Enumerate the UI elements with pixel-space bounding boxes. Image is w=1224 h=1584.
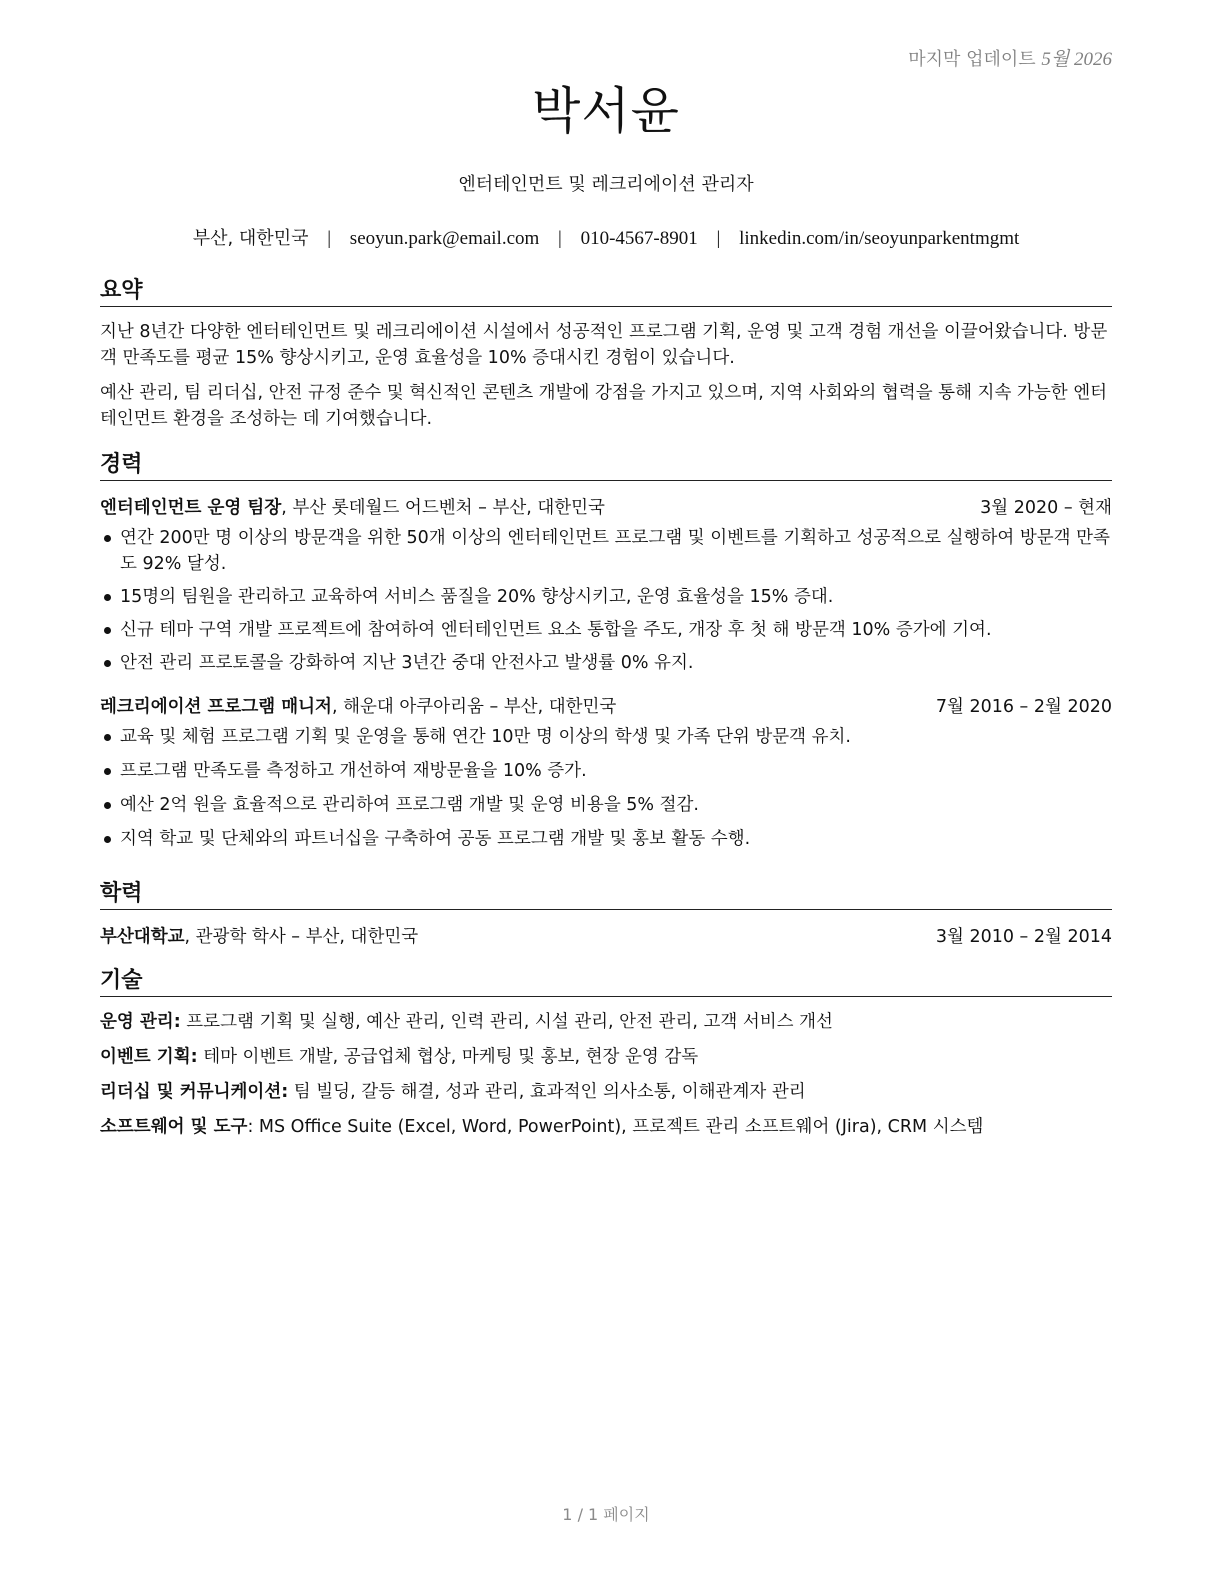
last-updated bbox=[908, 44, 1112, 71]
skill-label: 이벤트 기획: bbox=[100, 1047, 198, 1067]
skill-line bbox=[100, 1114, 1112, 1140]
contact-separator: | bbox=[327, 228, 332, 249]
skill-label: 소프트웨어 및 도구 bbox=[100, 1117, 248, 1137]
job-bullets bbox=[100, 525, 1112, 676]
summary-heading: 요약 bbox=[100, 278, 1112, 307]
contact-phone: 010-4567-8901 bbox=[580, 228, 698, 249]
job-role-org bbox=[100, 495, 605, 521]
job-title: 엔터테인먼트 및 레크리에이션 관리자 bbox=[458, 174, 754, 195]
contact-separator: | bbox=[716, 228, 721, 249]
bullet-item: 신규 테마 구역 개발 프로젝트에 참여하여 엔터테인먼트 요소 통합을 주도, 개장 후 첫 해 방문객 10% 증가에 기여. bbox=[100, 617, 1112, 643]
education-dates: 3월 2010 – 2월 2014 bbox=[935, 927, 1112, 947]
bullet-item: 연간 200만 명 이상의 방문객을 위한 50개 이상의 엔터테인먼트 프로그램 및 이벤트를 기획하고 성공적으로 실행하여 방문객 만족도 92% 달성. bbox=[100, 525, 1112, 577]
experience-heading: 경력 bbox=[100, 452, 1112, 481]
job-role: 레크리에이션 프로그램 매니저 bbox=[100, 697, 332, 717]
education-entry bbox=[100, 924, 1112, 950]
contact-separator: | bbox=[558, 228, 562, 249]
job-header bbox=[100, 495, 1112, 521]
contact-linkedin[interactable]: linkedin.com/in/seoyunparkentmgmt bbox=[739, 228, 1020, 249]
job-header bbox=[100, 694, 1112, 720]
education-detail: , 관광학 학사 – 부산, 대한민국 bbox=[184, 927, 419, 947]
skill-value: : MS Office Suite (Excel, Word, PowerPoint), 프로젝트 관리 소프트웨어 (Jira), CRM 시스템 bbox=[247, 1117, 984, 1137]
skills-heading: 기술 bbox=[100, 968, 1112, 997]
job-org: , 해운대 아쿠아리움 – 부산, 대한민국 bbox=[331, 697, 617, 717]
job-entry bbox=[100, 694, 1112, 852]
summary-paragraph: 예산 관리, 팀 리더십, 안전 규정 준수 및 혁신적인 콘텐츠 개발에 강점을 가지고 있으며, 지역 사회와의 협력을 통해 지속 가능한 엔터테인먼트 환경을 조성하는 데 기여했습니다. bbox=[100, 383, 1107, 429]
skill-value: 프로그램 기획 및 실행, 예산 관리, 인력 관리, 시설 관리, 안전 관리, 고객 서비스 개선 bbox=[180, 1012, 833, 1032]
job-dates: 7월 2016 – 2월 2020 bbox=[935, 697, 1112, 717]
resume-page bbox=[100, 0, 1112, 1584]
job-role: 엔터테인먼트 운영 팀장 bbox=[100, 498, 282, 518]
last-updated-label: 마지막 업데이트 bbox=[908, 49, 1036, 70]
summary-paragraph: 지난 8년간 다양한 엔터테인먼트 및 레크리에이션 시설에서 성공적인 프로그램 기획, 운영 및 고객 경험 개선을 이끌어왔습니다. 방문객 만족도를 평균 15% 향상시키고, 운영 효율성을 10% 증대시킨 경험이 있습니다. bbox=[100, 322, 1108, 368]
contact-location: 부산, 대한민국 bbox=[192, 228, 309, 249]
skill-label: 운영 관리: bbox=[100, 1012, 181, 1032]
skill-value: 팀 빌딩, 갈등 해결, 성과 관리, 효과적인 의사소통, 이해관계자 관리 bbox=[288, 1082, 806, 1102]
job-dates: 3월 2020 – 현재 bbox=[980, 498, 1112, 518]
contact-email[interactable]: seoyun.park@email.com bbox=[349, 228, 540, 249]
skill-line bbox=[100, 1009, 1112, 1035]
job-role-org bbox=[100, 694, 616, 720]
bullet-item: 예산 2억 원을 효율적으로 관리하여 프로그램 개발 및 운영 비용을 5% 절감. bbox=[100, 792, 1112, 818]
bullet-item: 프로그램 만족도를 측정하고 개선하여 재방문율을 10% 증가. bbox=[100, 758, 1112, 784]
experience-section bbox=[100, 452, 1112, 852]
job-entry bbox=[100, 495, 1112, 676]
summary-section bbox=[100, 278, 1112, 432]
job-bullets bbox=[100, 724, 1112, 852]
bullet-item: 15명의 팀원을 관리하고 교육하여 서비스 품질을 20% 향상시키고, 운영 효율성을 15% 증대. bbox=[100, 584, 1112, 610]
bullet-item: 안전 관리 프로토콜을 강화하여 지난 3년간 중대 안전사고 발생률 0% 유지. bbox=[100, 650, 1112, 676]
candidate-name: 박서윤 bbox=[532, 82, 680, 140]
skill-label: 리더십 및 커뮤니케이션: bbox=[100, 1082, 289, 1102]
skill-line bbox=[100, 1044, 1112, 1070]
contact-line bbox=[100, 224, 1112, 250]
bullet-item: 지역 학교 및 단체와의 파트너십을 구축하여 공동 프로그램 개발 및 홍보 활동 수행. bbox=[100, 826, 1112, 852]
job-org: , 부산 롯데월드 어드벤처 – 부산, 대한민국 bbox=[281, 498, 605, 518]
education-heading: 학력 bbox=[100, 881, 1112, 910]
skill-line bbox=[100, 1079, 1112, 1105]
skill-value: 테마 이벤트 개발, 공급업체 협상, 마케팅 및 홍보, 현장 운영 감독 bbox=[197, 1047, 699, 1067]
skills-section bbox=[100, 968, 1112, 1140]
education-section bbox=[100, 881, 1112, 950]
last-updated-date: 5월 2026 bbox=[1041, 49, 1112, 70]
education-school-detail bbox=[100, 924, 418, 950]
education-school: 부산대학교 bbox=[100, 927, 185, 947]
page-number: 1 / 1 페이지 bbox=[562, 1505, 650, 1524]
bullet-item: 교육 및 체험 프로그램 기획 및 운영을 통해 연간 10만 명 이상의 학생 및 가족 단위 방문객 유치. bbox=[100, 724, 1112, 750]
